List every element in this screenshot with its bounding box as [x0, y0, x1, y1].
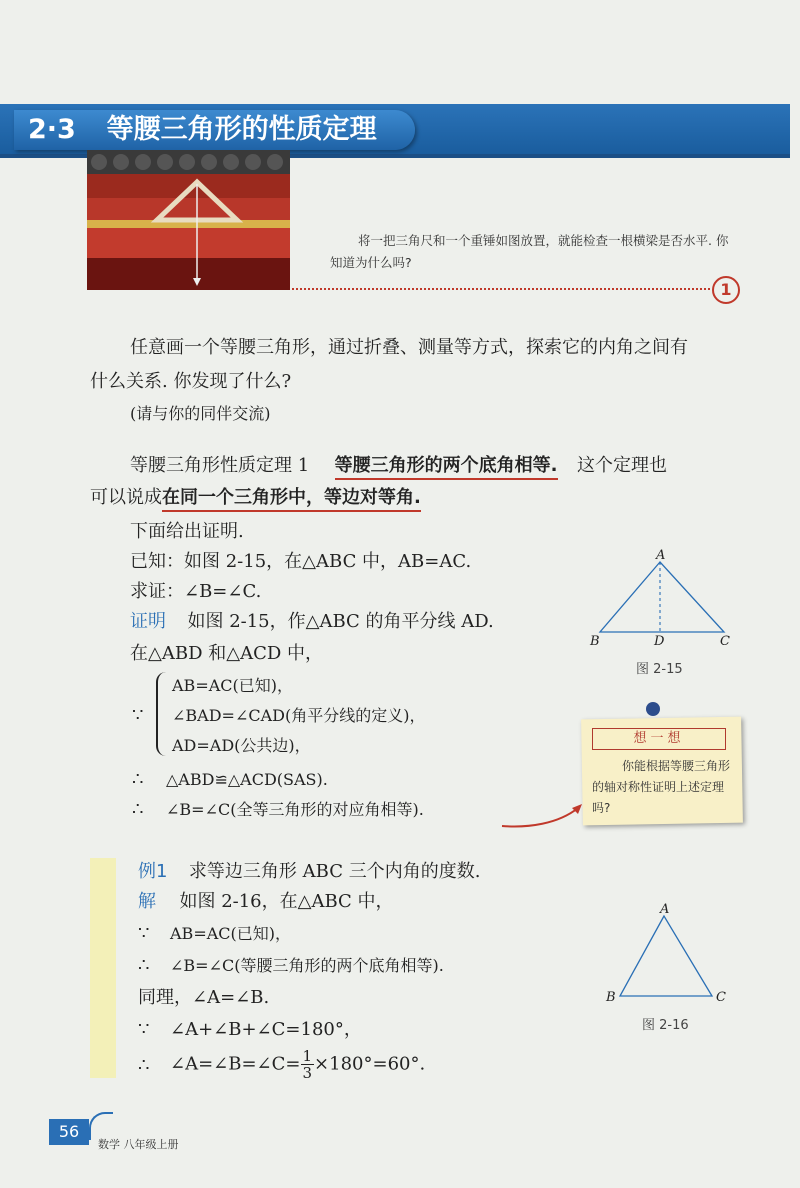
- therefore-symbol-1: ∴: [132, 769, 144, 790]
- therefore-symbol-3: ∴: [138, 955, 150, 976]
- fig1-label-b: B: [590, 634, 600, 649]
- proof-brace: [156, 672, 168, 756]
- solution-label: 解: [138, 891, 156, 912]
- section-title-text: 等腰三角形的性质定理: [106, 114, 377, 145]
- theorem-statement: 等腰三角形的两个底角相等.: [335, 455, 558, 480]
- solution-line-1-text: 如图 2-16，在△ABC 中，: [179, 891, 394, 912]
- proof-conclusion-1: △ABD≌△ACD(SAS).: [166, 770, 328, 789]
- proof-intro: 下面给出证明.: [130, 521, 244, 542]
- solution-line-6-post: ×180°=60°.: [314, 1053, 426, 1075]
- activity-marker: 1: [712, 276, 740, 304]
- section-number: 2·3: [28, 114, 76, 145]
- section-title: [14, 110, 415, 150]
- example-question-text: 求等边三角形 ABC 三个内角的度数.: [188, 861, 481, 882]
- think-text: 你能根据等腰三角形的轴对称性证明上述定理吗?: [592, 759, 731, 815]
- example-strip: [90, 858, 116, 1078]
- fig2-label-c: C: [716, 990, 726, 1005]
- fig2-label-a: A: [660, 902, 670, 917]
- proof-prove: 求证：∠B=∠C.: [130, 581, 262, 602]
- solution-line-1: [138, 886, 394, 918]
- solution-line-6-pre: ∠A=∠B=∠C=: [170, 1053, 301, 1075]
- dotted-divider: [292, 288, 710, 290]
- solution-line-2: AB=AC(已知)，: [170, 924, 292, 943]
- theorem-line-1: [130, 450, 667, 482]
- because-symbol: ∵: [132, 705, 144, 726]
- proof-step-1-text: 如图 2-15，作△ABC 的角平分线 AD.: [187, 611, 494, 632]
- intro-note: (请与你的同伴交流): [130, 404, 271, 423]
- arrow-icon: [498, 800, 588, 834]
- proof-label: 证明: [130, 611, 166, 632]
- theorem-line-2: [90, 482, 421, 514]
- example-question: [138, 856, 480, 888]
- because-symbol-3: ∵: [138, 1019, 150, 1040]
- intro-line-2: 什么关系. 你发现了什么?: [90, 371, 292, 392]
- fig1-label-a: A: [656, 548, 666, 563]
- intro-line-1: 任意画一个等腰三角形，通过折叠、测量等方式，探索它的内角之间有: [130, 337, 688, 358]
- photo-caption: 将一把三角尺和一个重锤如图放置，就能检查一根横梁是否水平. 你知道为什么吗?: [330, 233, 729, 270]
- fraction-denominator: 3: [302, 1064, 313, 1082]
- theorem-suffix: 这个定理也: [576, 455, 667, 476]
- proof-cond-2: ∠BAD=∠CAD(角平分线的定义)，: [172, 706, 426, 725]
- fig1-label-c: C: [720, 634, 730, 649]
- because-symbol-2: ∵: [138, 923, 150, 944]
- proof-cond-1: AB=AC(已知)，: [172, 676, 294, 695]
- proof-cond-3: AD=AD(公共边)，: [172, 736, 311, 755]
- think-title: 想一想: [592, 728, 726, 750]
- solution-line-5: ∠A+∠B+∠C=180°，: [170, 1019, 362, 1040]
- proof-step-2: 在△ABD 和△ACD 中，: [130, 643, 323, 664]
- theorem-prefix: 等腰三角形性质定理 1: [130, 455, 310, 476]
- footer-book-title: 数学 八年级上册: [98, 1138, 179, 1151]
- fig1-caption: 图 2-15: [636, 662, 683, 677]
- fig2-label-b: B: [606, 990, 616, 1005]
- fig1-label-d: D: [654, 634, 665, 649]
- therefore-symbol-4: ∴: [138, 1055, 150, 1076]
- therefore-symbol-2: ∴: [132, 799, 144, 820]
- example-label: 例1: [138, 861, 168, 882]
- solution-line-6: [170, 1048, 425, 1081]
- proof-conclusion-2: ∠B=∠C(全等三角形的对应角相等).: [166, 800, 424, 819]
- theorem-line2-statement: 在同一个三角形中，等边对等角.: [162, 487, 421, 512]
- solution-line-4: 同理，∠A=∠B.: [138, 987, 270, 1008]
- pin-icon: [646, 702, 660, 716]
- beam-photo: [87, 150, 290, 290]
- solution-line-3: ∠B=∠C(等腰三角形的两个底角相等).: [170, 956, 444, 975]
- proof-step-1: [130, 606, 494, 638]
- fraction: [301, 1048, 315, 1081]
- page-number: 56: [49, 1119, 89, 1145]
- proof-given: 已知：如图 2-15，在△ABC 中，AB=AC.: [130, 551, 472, 572]
- theorem-line2-prefix: 可以说成: [90, 487, 162, 508]
- fig2-caption: 图 2-16: [642, 1018, 689, 1033]
- fraction-numerator: 1: [302, 1047, 313, 1065]
